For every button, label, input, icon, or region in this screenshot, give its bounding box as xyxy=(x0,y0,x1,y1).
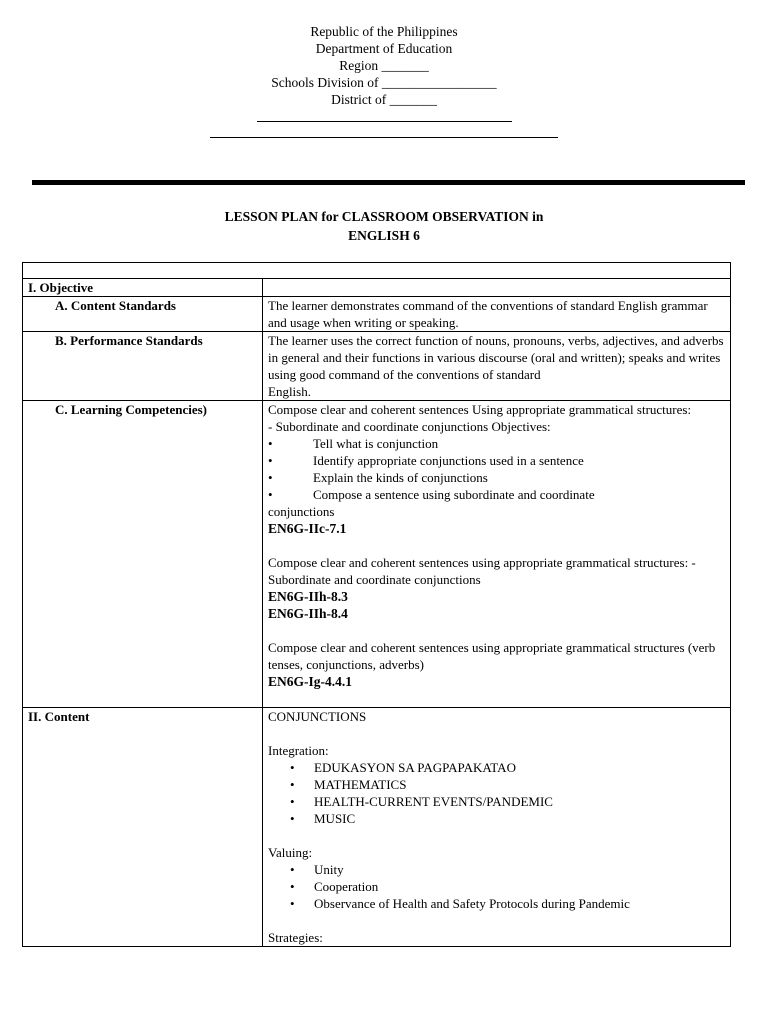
lesson-plan-table xyxy=(22,262,731,947)
bullet-icon: • xyxy=(268,487,273,502)
header-region: Region _______ xyxy=(339,58,429,73)
title-line-2: ENGLISH 6 xyxy=(348,228,420,243)
objective-bullet-4: Compose a sentence using subordinate and coordinate xyxy=(313,487,595,502)
competency-code-3: EN6G-IIh-8.4 xyxy=(268,606,348,621)
bullet-icon: • xyxy=(268,436,273,451)
table-row xyxy=(23,332,731,401)
performance-standards-label-cell xyxy=(23,332,263,401)
table-row xyxy=(23,279,731,297)
blank-cell xyxy=(23,263,731,279)
table-blank-row xyxy=(23,263,731,279)
spacer xyxy=(268,622,724,639)
header-department: Department of Education xyxy=(315,41,453,56)
objective-value-cell xyxy=(263,279,731,297)
objective-label: I. Objective xyxy=(28,280,93,295)
competencies-paragraph-3: Compose clear and coherent sentences using appropriate grammatical structures (verb tenses, conjunctions, adverbs) xyxy=(268,640,716,672)
title-line-1: LESSON PLAN for CLASSROOM OBSERVATION in xyxy=(224,209,544,224)
spacer xyxy=(268,912,724,929)
valuing-label: Valuing: xyxy=(268,845,313,860)
list-item xyxy=(268,469,724,486)
header-division: Schools Division of _________________ xyxy=(271,75,497,90)
bullet-icon: • xyxy=(268,453,273,468)
list-item: • MATHEMATICS xyxy=(314,776,724,793)
performance-standards-text: The learner uses the correct function of nouns, pronouns, verbs, adjectives, and adverbs in general and their functions in various discourse (oral and written); speaks and writes using good command of the conventions of standard xyxy=(268,333,724,382)
signature-line-short xyxy=(257,121,512,122)
table-row xyxy=(23,297,731,332)
bullet-icon: • xyxy=(268,470,273,485)
list-item xyxy=(268,435,724,452)
spacer xyxy=(268,690,724,707)
content-heading: II. Content xyxy=(28,709,90,724)
spacer xyxy=(268,537,724,554)
competency-code-2: EN6G-IIh-8.3 xyxy=(268,589,348,604)
content-standards-label-cell xyxy=(23,297,263,332)
signature-line-long xyxy=(210,137,558,138)
performance-standards-label: B. Performance Standards xyxy=(55,333,203,348)
valuing-list xyxy=(268,861,724,912)
list-item: • Unity xyxy=(314,861,724,878)
document-title xyxy=(0,207,768,245)
learning-competencies-cell xyxy=(263,401,731,708)
competencies-intro: Compose clear and coherent sentences Using appropriate grammatical structures: xyxy=(268,402,692,417)
objective-bullet-3: Explain the kinds of conjunctions xyxy=(313,470,488,485)
header-district: District of _______ xyxy=(331,92,437,107)
learning-competencies-label: C. Learning Competencies) xyxy=(55,402,208,417)
content-heading-cell xyxy=(23,708,263,947)
header-divider xyxy=(32,180,745,185)
content-cell xyxy=(263,708,731,947)
list-item: • EDUKASYON SA PAGPAPAKATAO xyxy=(314,759,724,776)
strategies-label: Strategies: xyxy=(268,930,323,945)
list-item xyxy=(268,486,724,503)
objective-heading xyxy=(23,279,263,297)
table-row xyxy=(23,401,731,708)
list-item: • HEALTH-CURRENT EVENTS/PANDEMIC xyxy=(314,793,724,810)
content-standards-label: A. Content Standards xyxy=(55,298,176,313)
list-item xyxy=(268,452,724,469)
spacer xyxy=(268,827,724,844)
integration-list xyxy=(268,759,724,827)
spacer xyxy=(268,725,724,742)
learning-competencies-label-cell xyxy=(23,401,263,708)
header-republic: Republic of the Philippines xyxy=(310,24,458,39)
objective-bullet-1: Tell what is conjunction xyxy=(313,436,439,451)
table-row xyxy=(23,708,731,947)
competencies-paragraph-2: Compose clear and coherent sentences using appropriate grammatical structures: -Subordinate and coordinate conjunctions xyxy=(268,555,696,587)
content-topic: CONJUNCTIONS xyxy=(268,709,367,724)
competency-code-1: EN6G-IIc-7.1 xyxy=(268,521,347,536)
list-item: • MUSIC xyxy=(314,810,724,827)
competencies-objectives-line: - Subordinate and coordinate conjunctions Objectives: xyxy=(268,419,551,434)
list-item: • Cooperation xyxy=(314,878,724,895)
performance-standards-cell xyxy=(263,332,731,401)
objective-bullet-2: Identify appropriate conjunctions used in a sentence xyxy=(313,453,584,468)
integration-label: Integration: xyxy=(268,743,329,758)
document-header xyxy=(0,23,768,108)
performance-standards-text-end: English. xyxy=(268,384,311,399)
list-item: • Observance of Health and Safety Protocols during Pandemic xyxy=(314,895,724,912)
competency-code-4: EN6G-Ig-4.4.1 xyxy=(268,674,352,689)
objective-bullet-tail: conjunctions xyxy=(268,504,335,519)
content-standards-text: The learner demonstrates command of the conventions of standard English grammar and usage when writing or speaking. xyxy=(263,297,731,332)
